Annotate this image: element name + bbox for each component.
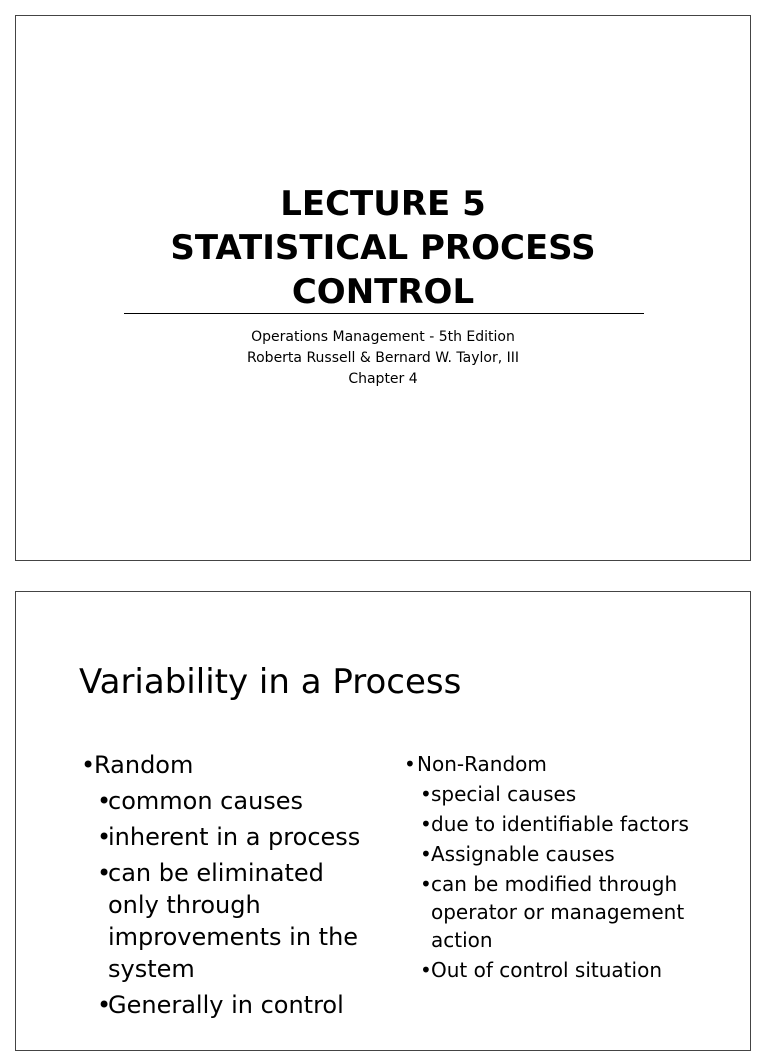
slide-2-title: Variability in a Process	[79, 662, 462, 702]
slide-2	[15, 591, 751, 1051]
bullet-item: • can be modified through operator or management action	[420, 870, 744, 954]
bullet-item: • common causes	[97, 785, 381, 817]
bullet-item: • special causes	[420, 780, 744, 808]
slide-1-subtitle	[16, 327, 750, 390]
bullet-item: • can be eliminated only through improvements in the system	[97, 857, 381, 985]
title-divider	[124, 313, 644, 314]
title-line: STATISTICAL PROCESS	[170, 228, 596, 268]
subtitle-line: Chapter 4	[348, 371, 418, 387]
slide-1-title	[16, 182, 750, 314]
title-line: CONTROL	[291, 272, 475, 312]
bullet-item: • due to identifiable factors	[420, 810, 744, 838]
title-line: LECTURE 5	[280, 184, 486, 224]
bullet-item: • inherent in a process	[97, 821, 381, 853]
bullet-item: • Non-Random	[404, 750, 744, 778]
right-bullet-column	[404, 750, 744, 984]
subtitle-line: Roberta Russell & Bernard W. Taylor, III	[247, 350, 519, 366]
slide-1	[15, 15, 751, 561]
bullet-item: • Assignable causes	[420, 840, 744, 868]
bullet-item: • Out of control situation	[420, 956, 744, 984]
left-bullet-column	[81, 749, 381, 1021]
subtitle-line: Operations Management - 5th Edition	[251, 329, 515, 345]
bullet-item: • Random	[81, 749, 381, 781]
bullet-item: • Generally in control	[97, 989, 381, 1021]
